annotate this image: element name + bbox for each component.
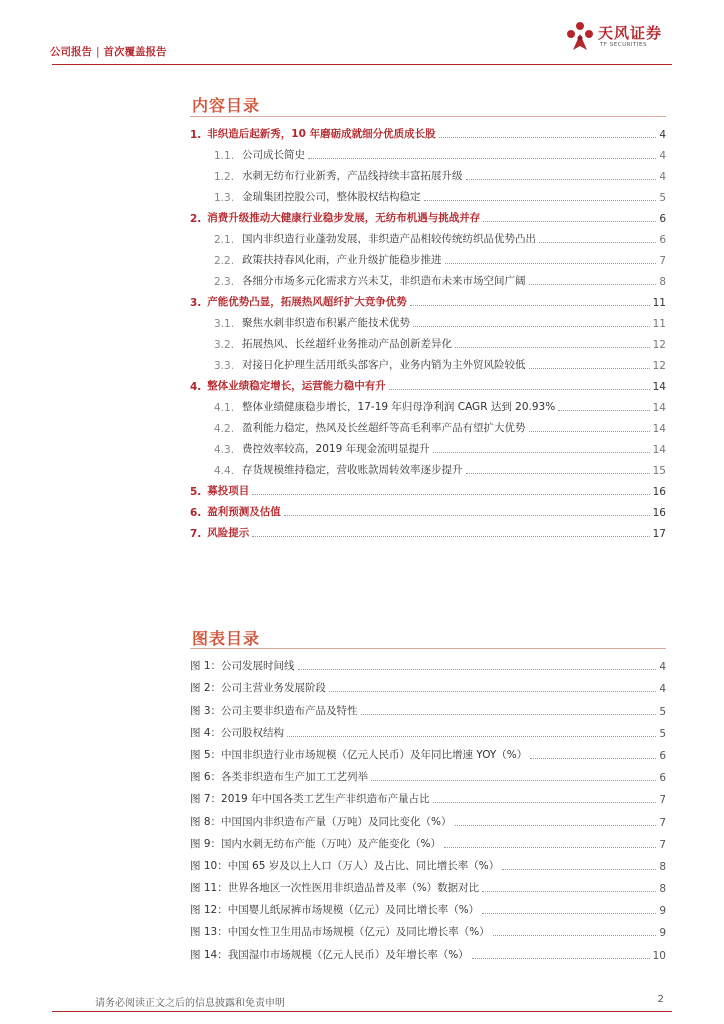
toc-entry-number: 4.3. (214, 444, 235, 456)
toc-dot-leader (539, 242, 656, 243)
figure-entry-page: 4 (659, 683, 666, 696)
toc-dot-leader (529, 431, 650, 432)
figure-entry-page: 8 (659, 883, 666, 896)
figure-entry-title: 图 4：公司股权结构 (190, 726, 285, 739)
toc-entry-number: 1.1. (214, 150, 235, 162)
toc-entry-title: 盈利预测及估值 (207, 506, 281, 518)
toc-entry-page: 12 (652, 360, 666, 372)
figures-title: 图表目录 (192, 629, 261, 648)
toc-entry-number: 4.4. (214, 465, 235, 477)
figure-dot-leader (361, 714, 657, 715)
toc-section-link[interactable] (190, 330, 666, 351)
toc-entry-title: 对接日化护理生活用纸头部客户，业务内销为主外贸风险较低 (242, 359, 526, 371)
toc-entry-number: 4.1. (214, 402, 235, 414)
figure-entry-page: 9 (659, 905, 666, 918)
toc-entry-number: 7. (190, 528, 202, 540)
figure-entry-title: 图 5：中国非织造行业市场规模（亿元人民币）及年同比增速 YOY（%） (190, 748, 528, 761)
toc-entry-number: 2.1. (214, 234, 235, 246)
company-logo (564, 20, 679, 60)
toc-dot-leader (445, 263, 657, 264)
toc-entry-page: 4 (659, 129, 666, 141)
toc-entry-title: 拓展热风、长丝超纤业务推动产品创新差异化 (242, 338, 453, 350)
toc-section-link[interactable] (190, 162, 666, 183)
figure-dot-leader (371, 780, 656, 781)
toc-dot-leader (410, 305, 650, 306)
toc-section-link[interactable] (190, 225, 666, 246)
logo-text-en: TF SECURITIES (600, 42, 647, 48)
toc-entry-number: 4. (190, 381, 202, 393)
toc-dot-leader (466, 179, 657, 180)
figure-list-link[interactable] (190, 829, 666, 851)
toc-dot-leader (483, 221, 656, 222)
toc-entry-title: 国内非织造行业蓬勃发展，非织造产品相较传统纺织品优势凸出 (242, 233, 537, 245)
figure-entry-title: 图 1：公司发展时间线 (190, 660, 295, 673)
toc-chapter-link[interactable] (190, 288, 666, 309)
figure-list-link[interactable] (190, 695, 666, 717)
figure-list-link[interactable] (190, 718, 666, 740)
toc-entry-page: 11 (652, 318, 666, 330)
toc-entry-page: 14 (652, 423, 666, 435)
toc-entry-title: 产能优势凸显，拓展热风超纤扩大竞争优势 (207, 296, 407, 308)
toc-entry-page: 14 (652, 402, 666, 414)
figure-entry-page: 5 (659, 705, 666, 718)
toc-entry-page: 8 (659, 276, 666, 288)
toc-entry-number: 2.3. (214, 276, 235, 288)
figure-list-link[interactable] (190, 939, 666, 961)
toc-entry-number: 2. (190, 213, 202, 225)
toc-entry-title: 公司成长简史 (242, 149, 306, 161)
figure-dot-leader (472, 958, 650, 959)
figure-list-link[interactable] (190, 851, 666, 873)
figure-entry-title: 图 2：公司主营业务发展阶段 (190, 682, 327, 695)
toc-dot-leader (389, 389, 650, 390)
figure-entry-page: 7 (659, 838, 666, 851)
toc-entry-number: 5. (190, 486, 202, 498)
toc-entry-title: 盈利能力稳定，热风及长丝超纤等高毛利率产品有望扩大优势 (242, 422, 526, 434)
figure-dot-leader (287, 736, 656, 737)
header-divider (52, 64, 672, 65)
figure-list-link[interactable] (190, 895, 666, 917)
toc-chapter-link[interactable] (190, 498, 666, 519)
toc-entry-title: 存货规模维持稳定，营收账款周转效率逐步提升 (242, 464, 463, 476)
figures-title-underline (190, 648, 666, 649)
toc-entry-number: 3. (190, 297, 202, 309)
toc-entry-page: 16 (652, 507, 666, 519)
toc-section-link[interactable] (190, 393, 666, 414)
figure-dot-leader (455, 825, 657, 826)
figure-entry-title: 图 9：国内水刺无纺布产能（万吨）及产能变化（%） (190, 837, 441, 850)
toc-entry-page: 14 (652, 381, 666, 393)
toc-entry-page: 6 (659, 213, 666, 225)
toc-entry-title: 消费升级推动大健康行业稳步发展，无纺布机遇与挑战并存 (207, 212, 481, 224)
figure-list-link[interactable] (190, 806, 666, 828)
figure-entry-page: 7 (659, 816, 666, 829)
figure-list-link[interactable] (190, 740, 666, 762)
figure-list-link[interactable] (190, 784, 666, 806)
toc-entry-number: 4.2. (214, 423, 235, 435)
toc-dot-leader (466, 473, 650, 474)
figure-dot-leader (444, 847, 656, 848)
report-type (50, 44, 167, 59)
figure-dot-leader (502, 869, 656, 870)
disclaimer-text: 请务必阅读正文之后的信息披露和免责申明 (95, 998, 285, 1009)
toc-chapter-link[interactable] (190, 519, 666, 540)
toc-entry-number: 1.2. (214, 171, 235, 183)
toc-entry-page: 14 (652, 444, 666, 456)
figure-entry-page: 9 (659, 927, 666, 940)
toc-entry-number: 6. (190, 507, 202, 519)
figure-dot-leader (329, 691, 656, 692)
toc-section-link[interactable] (190, 414, 666, 435)
figure-dot-leader (482, 891, 656, 892)
toc-entry-page: 5 (659, 192, 666, 204)
figure-entry-title: 图 8：中国国内非织造布产量（万吨）及同比变化（%） (190, 815, 452, 828)
toc-entry-title: 整体业绩稳定增长，运营能力稳中有升 (207, 380, 386, 392)
toc-chapter-link[interactable] (190, 477, 666, 498)
toc-section-link[interactable] (190, 309, 666, 330)
toc-chapter-link[interactable] (190, 120, 666, 141)
toc-title-underline (190, 116, 666, 117)
toc-dot-leader (529, 368, 650, 369)
list-of-figures (190, 651, 666, 962)
toc-chapter-link[interactable] (190, 372, 666, 393)
toc-entry-number: 3.3. (214, 360, 235, 372)
toc-entry-title: 各细分市场多元化需求方兴未艾，非织造布未来市场空间广阔 (242, 275, 526, 287)
figure-entry-title: 图 7：2019 年中国各类工艺生产非织造布产量占比 (190, 793, 430, 806)
toc-entry-title: 政策扶持春风化雨，产业升级扩能稳步推进 (242, 254, 442, 266)
figure-entry-page: 6 (659, 749, 666, 762)
page-header (45, 24, 679, 66)
toc-dot-leader (413, 326, 650, 327)
toc-section-link[interactable] (190, 141, 666, 162)
toc-entry-title: 水刺无纺布行业新秀，产品线持续丰富拓展升级 (242, 170, 463, 182)
toc-dot-leader (529, 284, 657, 285)
report-subtype: 首次覆盖报告 (103, 46, 167, 58)
header-separator: | (96, 46, 100, 58)
figure-entry-page: 7 (659, 794, 666, 807)
toc-entry-page: 7 (659, 255, 666, 267)
toc-entry-page: 15 (652, 465, 666, 477)
page-number: 2 (657, 994, 664, 1005)
toc-dot-leader (558, 410, 649, 411)
figure-entry-title: 图 10：中国 65 岁及以上人口（万人）及占比、同比增长率（%） (190, 859, 500, 872)
figure-entry-page: 4 (659, 661, 666, 674)
toc-entry-number: 3.2. (214, 339, 235, 351)
report-category: 公司报告 (50, 46, 92, 58)
toc-entry-page: 16 (652, 486, 666, 498)
toc-entry-title: 非织造后起新秀，10 年磨砺成就细分优质成长股 (207, 128, 436, 140)
footer-divider (52, 1011, 672, 1012)
toc-section-link[interactable] (190, 351, 666, 372)
toc-dot-leader (455, 347, 650, 348)
figure-entry-title: 图 11：世界各地区一次性医用非织造品普及率（%）数据对比 (190, 882, 480, 895)
toc-entry-number: 2.2. (214, 255, 235, 267)
figure-entry-title: 图 12：中国婴儿纸尿裤市场规模（亿元）及同比增长率（%） (190, 904, 480, 917)
toc-section-link[interactable] (190, 267, 666, 288)
toc-entry-page: 4 (659, 171, 666, 183)
toc-chapter-link[interactable] (190, 204, 666, 225)
logo-text-cn: 天风证券 (598, 24, 663, 42)
figure-dot-leader (482, 913, 656, 914)
figure-list-link[interactable] (190, 917, 666, 939)
toc-entry-title: 整体业绩健康稳步增长，17-19 年归母净利润 CAGR 达到 20.93% (242, 401, 556, 413)
toc-section-link[interactable] (190, 435, 666, 456)
figure-entry-title: 图 14：我国湿巾市场规模（亿元人民币）及年增长率（%） (190, 948, 469, 961)
figure-dot-leader (530, 758, 656, 759)
toc-dot-leader (433, 452, 650, 453)
toc-dot-leader (284, 515, 650, 516)
figure-entry-page: 6 (659, 772, 666, 785)
toc-section-link[interactable] (190, 456, 666, 477)
toc-entry-number: 1.3. (214, 192, 235, 204)
figure-entry-title: 图 6：各类非织造布生产加工工艺列举 (190, 771, 369, 784)
toc-entry-number: 3.1. (214, 318, 235, 330)
toc-entry-page: 12 (652, 339, 666, 351)
toc-dot-leader (424, 200, 657, 201)
figure-entry-title: 图 3：公司主要非织造布产品及特性 (190, 704, 358, 717)
figure-list-link[interactable] (190, 873, 666, 895)
logo-mark-icon (564, 20, 596, 58)
toc-entry-page: 6 (659, 234, 666, 246)
toc-entry-page: 11 (652, 297, 666, 309)
toc-dot-leader (252, 494, 649, 495)
toc-dot-leader (308, 158, 656, 159)
toc-dot-leader (252, 536, 649, 537)
figure-list-link[interactable] (190, 651, 666, 673)
toc-entry-title: 聚焦水刺非织造布积累产能技术优势 (242, 317, 411, 329)
figure-list-link[interactable] (190, 673, 666, 695)
toc-section-link[interactable] (190, 246, 666, 267)
toc-entry-page: 4 (659, 150, 666, 162)
table-of-contents (190, 120, 666, 540)
figure-entry-page: 8 (659, 860, 666, 873)
figure-entry-title: 图 13：中国女性卫生用品市场规模（亿元）及同比增长率（%） (190, 926, 490, 939)
toc-entry-page: 17 (652, 528, 666, 540)
toc-entry-title: 募投项目 (207, 485, 250, 497)
figure-dot-leader (433, 802, 657, 803)
figure-dot-leader (493, 935, 657, 936)
figure-list-link[interactable] (190, 762, 666, 784)
toc-dot-leader (439, 137, 657, 138)
toc-entry-title: 风险提示 (207, 527, 250, 539)
toc-entry-title: 金瑞集团控股公司，整体股权结构稳定 (242, 191, 421, 203)
toc-title: 内容目录 (192, 96, 261, 115)
toc-section-link[interactable] (190, 183, 666, 204)
figure-entry-page: 10 (652, 949, 666, 962)
figure-dot-leader (298, 669, 657, 670)
toc-entry-title: 费控效率较高，2019 年现金流明显提升 (242, 443, 430, 455)
figure-entry-page: 5 (659, 727, 666, 740)
toc-entry-number: 1. (190, 129, 202, 141)
